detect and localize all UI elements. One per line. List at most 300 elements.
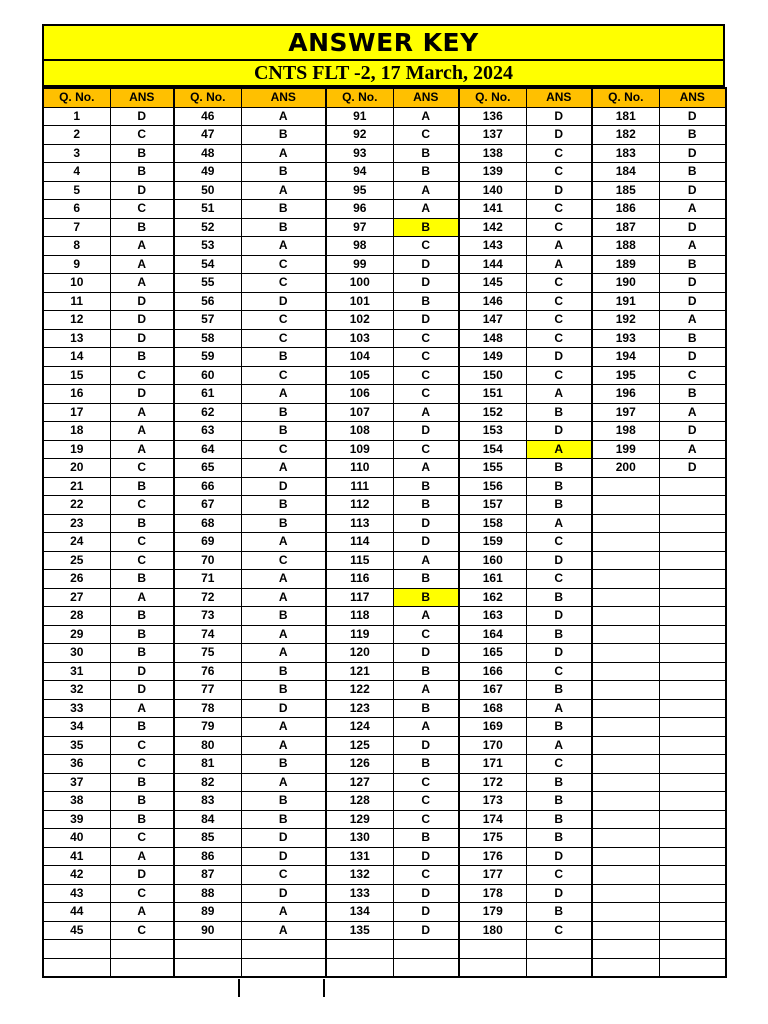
question-number-cell: 81: [174, 755, 241, 774]
question-number-cell: 146: [459, 292, 526, 311]
question-number-cell: 161: [459, 570, 526, 589]
answer-cell: [659, 773, 726, 792]
answer-cell: B: [110, 625, 174, 644]
answer-cell: A: [393, 681, 459, 700]
answer-cell: A: [241, 921, 326, 940]
answer-cell: A: [393, 459, 459, 478]
table-row: [43, 292, 726, 311]
table-row: [43, 533, 726, 552]
answer-cell: B: [526, 403, 592, 422]
question-number-cell: 41: [43, 847, 110, 866]
answer-cell: C: [241, 274, 326, 293]
answer-cell: [659, 681, 726, 700]
answer-cell: A: [110, 255, 174, 274]
answer-cell: C: [241, 551, 326, 570]
answer-cell: B: [393, 699, 459, 718]
table-row: [43, 940, 726, 959]
answer-cell: B: [241, 200, 326, 219]
question-number-cell: [592, 921, 659, 940]
answer-cell: [526, 940, 592, 959]
answer-cell: C: [526, 755, 592, 774]
question-number-cell: 80: [174, 736, 241, 755]
answer-cell: B: [110, 218, 174, 237]
answer-cell: C: [393, 792, 459, 811]
answer-cell: A: [393, 107, 459, 126]
question-number-cell: 6: [43, 200, 110, 219]
answer-cell: B: [526, 681, 592, 700]
question-number-cell: 181: [592, 107, 659, 126]
question-number-cell: 9: [43, 255, 110, 274]
answer-cell: B: [241, 514, 326, 533]
table-row: [43, 403, 726, 422]
question-number-cell: [592, 736, 659, 755]
question-number-cell: 160: [459, 551, 526, 570]
answer-cell: [659, 570, 726, 589]
answer-cell: B: [241, 496, 326, 515]
question-number-cell: 53: [174, 237, 241, 256]
answer-cell: C: [110, 921, 174, 940]
table-row: [43, 958, 726, 977]
question-number-cell: 29: [43, 625, 110, 644]
answer-cell: B: [526, 773, 592, 792]
answer-cell: [659, 884, 726, 903]
question-number-cell: 199: [592, 440, 659, 459]
question-number-cell: [592, 958, 659, 977]
answer-cell: C: [393, 810, 459, 829]
question-number-cell: 156: [459, 477, 526, 496]
answer-cell: D: [110, 866, 174, 885]
table-row: [43, 699, 726, 718]
question-number-cell: 52: [174, 218, 241, 237]
answer-cell: A: [241, 144, 326, 163]
table-tail-line: [238, 979, 240, 997]
question-number-cell: 125: [326, 736, 393, 755]
table-row: [43, 126, 726, 145]
question-number-cell: 24: [43, 533, 110, 552]
question-number-cell: 83: [174, 792, 241, 811]
answer-cell: A: [526, 736, 592, 755]
answer-cell: [659, 496, 726, 515]
question-number-cell: [592, 533, 659, 552]
question-number-cell: [592, 644, 659, 663]
table-row: [43, 477, 726, 496]
answer-cell: C: [526, 292, 592, 311]
question-number-cell: 8: [43, 237, 110, 256]
answer-key-sheet: [42, 24, 725, 978]
answer-cell: D: [526, 607, 592, 626]
question-number-cell: [592, 884, 659, 903]
question-number-cell: 182: [592, 126, 659, 145]
question-number-cell: [592, 940, 659, 959]
answer-cell: B: [526, 625, 592, 644]
question-number-cell: 186: [592, 200, 659, 219]
question-number-cell: 51: [174, 200, 241, 219]
table-row: [43, 237, 726, 256]
question-number-cell: 121: [326, 662, 393, 681]
question-number-cell: 174: [459, 810, 526, 829]
table-row: [43, 107, 726, 126]
answer-cell: [659, 644, 726, 663]
question-number-cell: 180: [459, 921, 526, 940]
question-number-cell: 72: [174, 588, 241, 607]
question-number-cell: 55: [174, 274, 241, 293]
answer-cell: A: [241, 181, 326, 200]
answer-cell: [659, 940, 726, 959]
answer-cell: C: [110, 884, 174, 903]
question-number-cell: 198: [592, 422, 659, 441]
question-number-cell: 4: [43, 163, 110, 182]
question-number-cell: 30: [43, 644, 110, 663]
table-row: [43, 773, 726, 792]
question-number-cell: 27: [43, 588, 110, 607]
answer-cell: A: [110, 699, 174, 718]
answer-cell: C: [526, 329, 592, 348]
answer-cell: C: [110, 755, 174, 774]
table-row: [43, 588, 726, 607]
answer-cell: C: [526, 921, 592, 940]
answer-cell: [659, 847, 726, 866]
answer-cell: B: [393, 570, 459, 589]
answer-cell: A: [526, 237, 592, 256]
answer-cell: D: [110, 681, 174, 700]
question-number-cell: [592, 866, 659, 885]
answer-cell: A: [659, 237, 726, 256]
question-number-cell: 104: [326, 348, 393, 367]
question-number-cell: 14: [43, 348, 110, 367]
question-number-cell: 95: [326, 181, 393, 200]
question-number-cell: 90: [174, 921, 241, 940]
column-header-qno: Q. No.: [43, 88, 110, 107]
question-number-cell: 122: [326, 681, 393, 700]
question-number-cell: 176: [459, 847, 526, 866]
question-number-cell: 25: [43, 551, 110, 570]
answer-cell: A: [659, 200, 726, 219]
table-row: [43, 514, 726, 533]
question-number-cell: 164: [459, 625, 526, 644]
answer-cell: C: [393, 440, 459, 459]
question-number-cell: 59: [174, 348, 241, 367]
answer-cell: B: [393, 755, 459, 774]
answer-cell: A: [241, 459, 326, 478]
question-number-cell: 149: [459, 348, 526, 367]
question-number-cell: [174, 940, 241, 959]
question-number-cell: 157: [459, 496, 526, 515]
question-number-cell: 162: [459, 588, 526, 607]
question-number-cell: 147: [459, 311, 526, 330]
answer-cell: D: [393, 847, 459, 866]
answer-cell: B: [110, 477, 174, 496]
answer-cell: C: [110, 496, 174, 515]
question-number-cell: 116: [326, 570, 393, 589]
question-number-cell: 130: [326, 829, 393, 848]
answer-cell: D: [393, 903, 459, 922]
question-number-cell: 140: [459, 181, 526, 200]
answer-cell: B: [110, 810, 174, 829]
question-number-cell: [592, 829, 659, 848]
question-number-cell: 102: [326, 311, 393, 330]
answer-cell: A: [241, 237, 326, 256]
question-number-cell: 197: [592, 403, 659, 422]
question-number-cell: 138: [459, 144, 526, 163]
answer-cell: C: [110, 551, 174, 570]
answer-cell: D: [393, 422, 459, 441]
column-header-qno: Q. No.: [459, 88, 526, 107]
question-number-cell: 49: [174, 163, 241, 182]
answer-cell: A: [526, 255, 592, 274]
answer-cell: [659, 792, 726, 811]
table-row: [43, 551, 726, 570]
question-number-cell: 109: [326, 440, 393, 459]
answer-cell: B: [526, 459, 592, 478]
question-number-cell: 150: [459, 366, 526, 385]
question-number-cell: 47: [174, 126, 241, 145]
question-number-cell: 132: [326, 866, 393, 885]
answer-cell: D: [526, 107, 592, 126]
answer-cell: [659, 514, 726, 533]
answer-cell: A: [393, 607, 459, 626]
answer-cell: B: [393, 662, 459, 681]
answer-cell: D: [393, 274, 459, 293]
question-number-cell: 16: [43, 385, 110, 404]
answer-cell: B: [659, 329, 726, 348]
question-number-cell: 7: [43, 218, 110, 237]
answer-cell: C: [526, 200, 592, 219]
question-number-cell: [592, 588, 659, 607]
question-number-cell: 33: [43, 699, 110, 718]
column-header-ans: ANS: [241, 88, 326, 107]
question-number-cell: 168: [459, 699, 526, 718]
question-number-cell: [592, 570, 659, 589]
question-number-cell: [592, 514, 659, 533]
answer-cell: C: [393, 329, 459, 348]
question-number-cell: 105: [326, 366, 393, 385]
question-number-cell: 67: [174, 496, 241, 515]
answer-cell: B: [110, 144, 174, 163]
answer-cell: D: [393, 311, 459, 330]
question-number-cell: 191: [592, 292, 659, 311]
question-number-cell: 89: [174, 903, 241, 922]
answer-cell: A: [241, 718, 326, 737]
question-number-cell: 70: [174, 551, 241, 570]
question-number-cell: 192: [592, 311, 659, 330]
answer-cell: B: [241, 792, 326, 811]
answer-cell: [659, 810, 726, 829]
question-number-cell: 145: [459, 274, 526, 293]
answer-cell: C: [526, 311, 592, 330]
answer-cell: D: [110, 385, 174, 404]
answer-cell: D: [393, 921, 459, 940]
answer-cell: C: [241, 329, 326, 348]
question-number-cell: 78: [174, 699, 241, 718]
question-number-cell: 40: [43, 829, 110, 848]
answer-cell: B: [241, 607, 326, 626]
question-number-cell: [459, 958, 526, 977]
column-header-row: [43, 88, 726, 107]
question-number-cell: 179: [459, 903, 526, 922]
answer-cell: C: [526, 144, 592, 163]
question-number-cell: 195: [592, 366, 659, 385]
question-number-cell: 12: [43, 311, 110, 330]
question-number-cell: 114: [326, 533, 393, 552]
question-number-cell: 131: [326, 847, 393, 866]
question-number-cell: 17: [43, 403, 110, 422]
question-number-cell: 190: [592, 274, 659, 293]
question-number-cell: 184: [592, 163, 659, 182]
question-number-cell: [592, 625, 659, 644]
question-number-cell: 185: [592, 181, 659, 200]
answer-cell: C: [110, 366, 174, 385]
question-number-cell: 183: [592, 144, 659, 163]
question-number-cell: 57: [174, 311, 241, 330]
answer-cell: C: [110, 829, 174, 848]
answer-cell: C: [526, 533, 592, 552]
answer-cell: B: [110, 644, 174, 663]
question-number-cell: 172: [459, 773, 526, 792]
question-number-cell: 166: [459, 662, 526, 681]
answer-cell: A: [526, 440, 592, 459]
question-number-cell: 34: [43, 718, 110, 737]
answer-cell: [110, 940, 174, 959]
answer-cell: B: [659, 255, 726, 274]
question-number-cell: 28: [43, 607, 110, 626]
answer-cell: A: [393, 200, 459, 219]
question-number-cell: [592, 699, 659, 718]
answer-cell: D: [110, 329, 174, 348]
answer-cell: A: [526, 514, 592, 533]
answer-cell: B: [241, 681, 326, 700]
question-number-cell: 148: [459, 329, 526, 348]
answer-cell: A: [241, 533, 326, 552]
question-number-cell: 155: [459, 459, 526, 478]
answer-cell: B: [526, 718, 592, 737]
answer-cell: B: [526, 477, 592, 496]
answer-key-body: [43, 107, 726, 977]
question-number-cell: [592, 551, 659, 570]
question-number-cell: 63: [174, 422, 241, 441]
question-number-cell: 97: [326, 218, 393, 237]
question-number-cell: [592, 477, 659, 496]
question-number-cell: 118: [326, 607, 393, 626]
answer-cell: B: [659, 385, 726, 404]
answer-cell: B: [659, 126, 726, 145]
question-number-cell: 194: [592, 348, 659, 367]
question-number-cell: 178: [459, 884, 526, 903]
table-row: [43, 274, 726, 293]
question-number-cell: 167: [459, 681, 526, 700]
answer-cell: [659, 921, 726, 940]
answer-cell: B: [526, 792, 592, 811]
question-number-cell: 73: [174, 607, 241, 626]
question-number-cell: 119: [326, 625, 393, 644]
answer-cell: D: [659, 422, 726, 441]
question-number-cell: 64: [174, 440, 241, 459]
table-row: [43, 163, 726, 182]
answer-cell: B: [393, 218, 459, 237]
answer-cell: B: [110, 348, 174, 367]
question-number-cell: 92: [326, 126, 393, 145]
answer-cell: C: [393, 126, 459, 145]
table-row: [43, 570, 726, 589]
answer-cell: A: [241, 736, 326, 755]
question-number-cell: 100: [326, 274, 393, 293]
answer-cell: D: [110, 311, 174, 330]
table-row: [43, 459, 726, 478]
question-number-cell: 134: [326, 903, 393, 922]
question-number-cell: 93: [326, 144, 393, 163]
question-number-cell: 82: [174, 773, 241, 792]
answer-cell: B: [526, 829, 592, 848]
answer-cell: B: [393, 292, 459, 311]
question-number-cell: 13: [43, 329, 110, 348]
answer-cell: [393, 940, 459, 959]
answer-cell: C: [526, 662, 592, 681]
question-number-cell: 113: [326, 514, 393, 533]
answer-cell: B: [393, 829, 459, 848]
question-number-cell: 76: [174, 662, 241, 681]
table-row: [43, 366, 726, 385]
question-number-cell: [592, 718, 659, 737]
answer-cell: D: [526, 181, 592, 200]
answer-cell: C: [659, 366, 726, 385]
question-number-cell: 170: [459, 736, 526, 755]
answer-cell: D: [110, 107, 174, 126]
answer-cell: [659, 958, 726, 977]
answer-cell: D: [526, 348, 592, 367]
answer-cell: D: [393, 884, 459, 903]
question-number-cell: 15: [43, 366, 110, 385]
table-row: [43, 681, 726, 700]
question-number-cell: 58: [174, 329, 241, 348]
answer-cell: D: [659, 459, 726, 478]
answer-cell: C: [241, 311, 326, 330]
answer-cell: B: [393, 163, 459, 182]
answer-cell: D: [659, 107, 726, 126]
answer-cell: B: [241, 218, 326, 237]
answer-cell: A: [110, 903, 174, 922]
question-number-cell: 120: [326, 644, 393, 663]
question-number-cell: 107: [326, 403, 393, 422]
table-row: [43, 866, 726, 885]
answer-cell: A: [526, 385, 592, 404]
answer-cell: D: [659, 181, 726, 200]
answer-cell: D: [659, 348, 726, 367]
question-number-cell: 11: [43, 292, 110, 311]
answer-cell: [110, 958, 174, 977]
answer-cell: D: [393, 736, 459, 755]
question-number-cell: 45: [43, 921, 110, 940]
table-row: [43, 847, 726, 866]
answer-cell: [659, 588, 726, 607]
question-number-cell: 79: [174, 718, 241, 737]
column-header-qno: Q. No.: [592, 88, 659, 107]
answer-cell: [659, 718, 726, 737]
column-header-ans: ANS: [110, 88, 174, 107]
table-row: [43, 144, 726, 163]
question-number-cell: 50: [174, 181, 241, 200]
table-row: [43, 810, 726, 829]
answer-cell: C: [393, 773, 459, 792]
question-number-cell: 139: [459, 163, 526, 182]
answer-cell: D: [526, 644, 592, 663]
answer-cell: B: [393, 496, 459, 515]
question-number-cell: 128: [326, 792, 393, 811]
answer-cell: A: [393, 181, 459, 200]
question-number-cell: 22: [43, 496, 110, 515]
question-number-cell: 75: [174, 644, 241, 663]
question-number-cell: 171: [459, 755, 526, 774]
answer-cell: A: [659, 311, 726, 330]
question-number-cell: 129: [326, 810, 393, 829]
